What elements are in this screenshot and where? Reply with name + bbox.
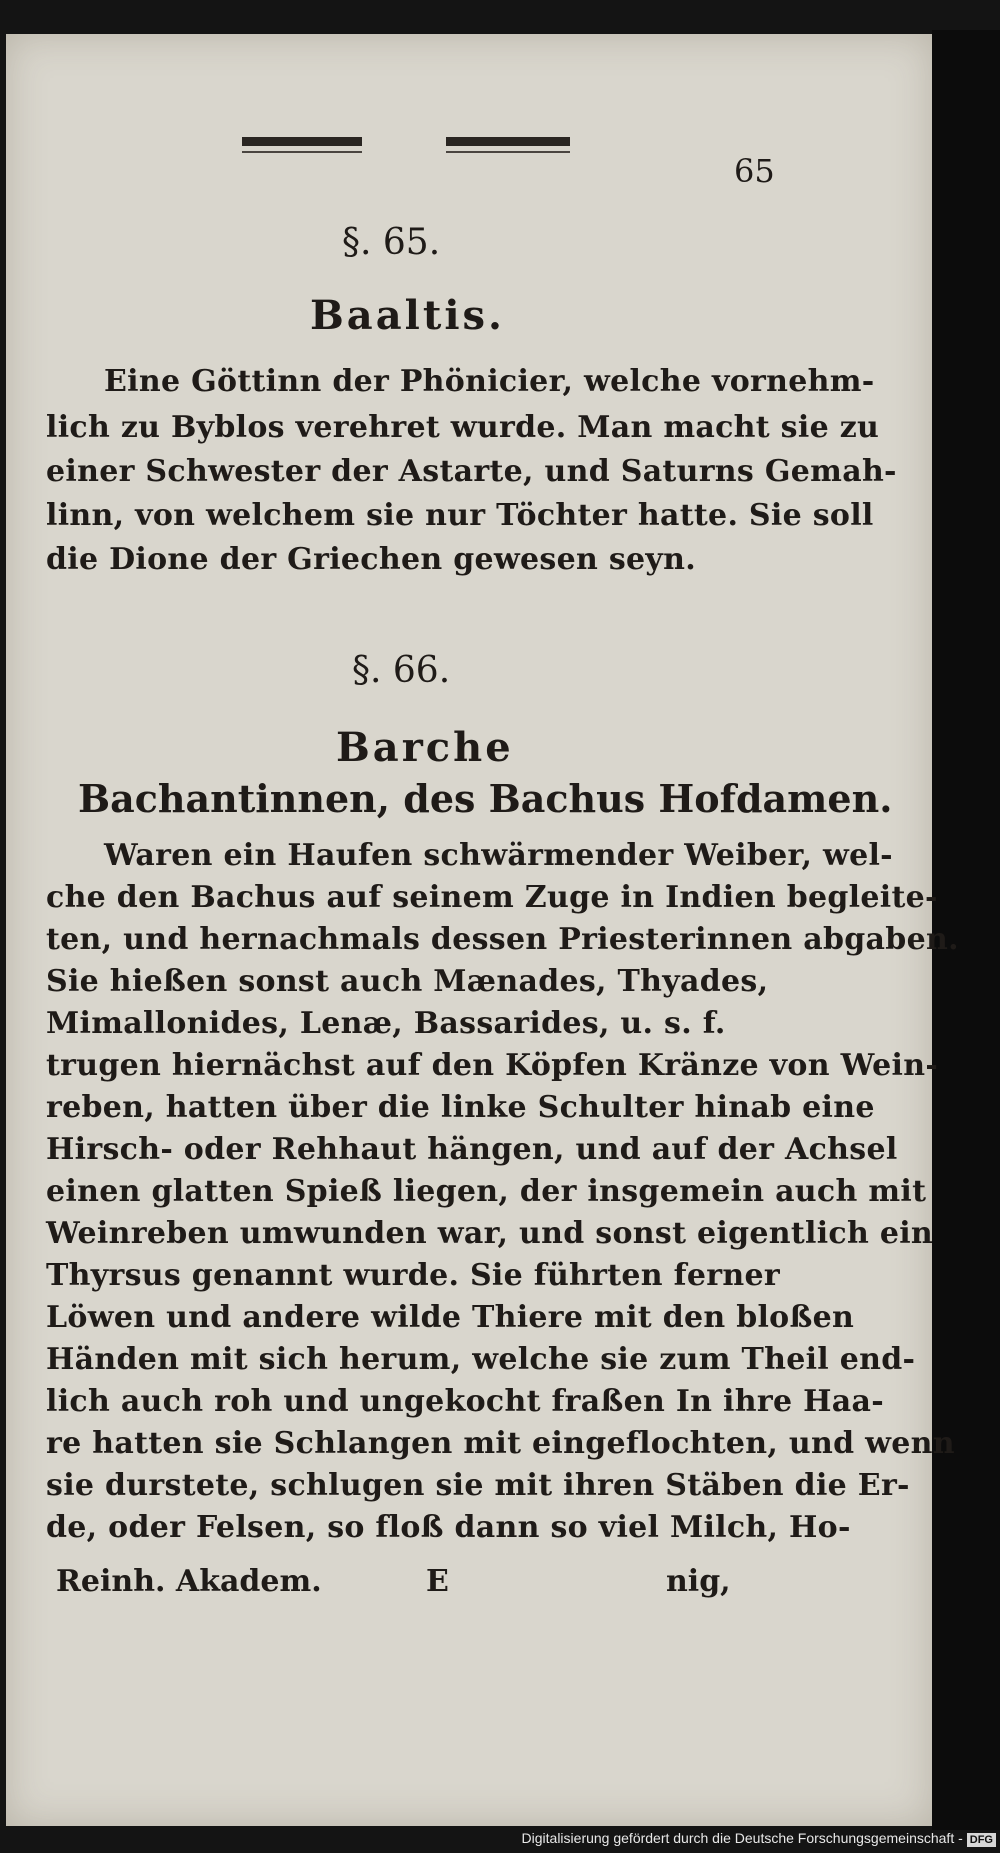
section-66-line: Hirsch- oder Rehhaut hängen, und auf der Achsel xyxy=(46,1132,898,1167)
signature-mark: E xyxy=(426,1564,449,1599)
section-65-line: die Dione der Griechen gewesen seyn. xyxy=(46,542,696,577)
section-66-line: Weinreben umwunden war, und sonst eigentlich ein xyxy=(46,1216,934,1251)
section-66-line: de, oder Felsen, so floß dann so viel Milch, Ho- xyxy=(46,1510,851,1545)
section-65-line: linn, von welchem sie nur Töchter hatte. Sie soll xyxy=(46,498,874,533)
catchword: nig, xyxy=(666,1564,731,1599)
section-66-line: reben, hatten über die linke Schulter hinab eine xyxy=(46,1090,875,1125)
section-66-line: Thyrsus genannt wurde. Sie führten ferner xyxy=(46,1258,780,1293)
section-65-line: lich zu Byblos verehret wurde. Man macht sie zu xyxy=(46,410,880,445)
section-66-line: re hatten sie Schlangen mit eingeflochten, und wenn xyxy=(46,1426,955,1461)
section-66-line: lich auch roh und ungekocht fraßen In ihre Haa- xyxy=(46,1384,884,1419)
section-66-line: che den Bachus auf seinem Zuge in Indien begleite- xyxy=(46,880,938,915)
section-65-title: Baaltis. xyxy=(310,292,505,339)
digitization-credit xyxy=(522,1830,996,1847)
book-page xyxy=(6,34,959,1826)
section-66-line: sie durstete, schlugen sie mit ihren Stäben die Er- xyxy=(46,1468,910,1503)
section-66-number: §. 66. xyxy=(352,650,451,691)
section-65-number: §. 65. xyxy=(342,222,441,263)
section-66-line: Waren ein Haufen schwärmender Weiber, wel- xyxy=(104,838,893,873)
signature-line: Reinh. Akadem. xyxy=(56,1564,322,1599)
section-66-line: Mimallonides, Lenæ, Bassarides, u. s. f. xyxy=(46,1006,726,1041)
section-66-line: ten, und hernachmals dessen Priesterinnen abgaben. xyxy=(46,922,959,957)
section-66-title: Barche xyxy=(336,724,514,771)
section-66-line: Sie hießen sonst auch Mænades, Thyades, xyxy=(46,964,769,999)
section-65-line: Eine Göttinn der Phönicier, welche vornehm- xyxy=(104,364,875,399)
credit-text: Digitalisierung gefördert durch die Deutsche Forschungsgemeinschaft - xyxy=(521,1830,963,1846)
header-ornament-rule-left xyxy=(242,137,362,146)
section-66-line: trugen hiernächst auf den Köpfen Kränze von Wein- xyxy=(46,1048,939,1083)
section-65-line: einer Schwester der Astarte, und Saturns Gemah- xyxy=(46,454,897,489)
section-66-line: einen glatten Spieß liegen, der insgemein auch mit xyxy=(46,1174,927,1209)
header-ornament-rule-right xyxy=(446,137,570,146)
section-66-line: Löwen und andere wilde Thiere mit den bloßen xyxy=(46,1300,855,1335)
dfg-logo: DFG xyxy=(967,1833,996,1847)
section-66-subtitle: Bachantinnen, des Bachus Hofdamen. xyxy=(78,776,893,821)
section-66-line: Händen mit sich herum, welche sie zum Theil end- xyxy=(46,1342,916,1377)
page-number: 65 xyxy=(734,152,775,190)
